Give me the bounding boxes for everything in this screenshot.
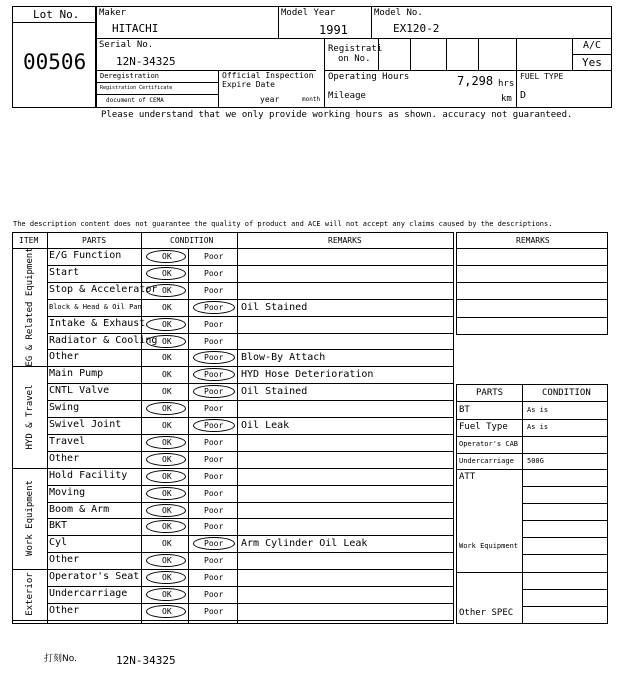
ac-label: A/C	[583, 40, 602, 51]
poor-option: Poor	[204, 539, 224, 549]
fuel-type-value: D	[520, 90, 527, 101]
poor-option: Poor	[204, 336, 224, 346]
row-divider	[47, 502, 454, 503]
poor-option: Poor	[204, 421, 224, 430]
bt-value: As is	[527, 406, 549, 414]
poor-option: Poor	[204, 471, 224, 481]
poor-option: Poor	[204, 285, 224, 295]
month-label: month	[302, 96, 321, 103]
part-label: Main Pump	[49, 368, 104, 380]
stamp-value: 12N-34325	[116, 654, 176, 667]
poor-option: Poor	[204, 252, 224, 261]
uc-label: Undercarriage	[459, 457, 514, 465]
row-divider	[47, 535, 454, 536]
ok-option: OK	[162, 353, 172, 363]
cema-label: document of CEMA	[106, 97, 164, 104]
part-label: Swing	[49, 402, 80, 414]
dereg-label: Deregistration	[100, 72, 160, 80]
ok-option: OK	[162, 505, 172, 515]
ok-circle-mark	[146, 284, 186, 297]
year-label: year	[260, 95, 280, 104]
ok-circle-mark	[146, 588, 186, 601]
ok-option: OK	[162, 252, 172, 261]
part-label: BKT	[49, 520, 68, 532]
work-equipment-label: Work Equipment	[459, 542, 519, 550]
cab-label: Operator's CAB	[459, 440, 519, 448]
poor-option: Poor	[204, 573, 224, 583]
ok-option: OK	[162, 319, 172, 329]
ok-circle-mark	[146, 470, 186, 483]
poor-option: Poor	[204, 387, 224, 397]
row-divider	[47, 434, 454, 435]
poor-option: Poor	[204, 522, 224, 532]
row-divider	[47, 485, 454, 486]
ok-circle-mark	[146, 335, 186, 348]
stamp-label: 打刻No.	[44, 654, 77, 664]
ok-option: OK	[162, 421, 172, 430]
lot-label: Lot No.	[33, 8, 80, 21]
ok-option: OK	[162, 471, 172, 481]
lot-number: 00506	[23, 50, 87, 74]
group-label: Work Equipment	[24, 480, 35, 557]
registration-label-2: on No.	[338, 54, 371, 64]
poor-circle-mark	[193, 419, 235, 432]
row-divider	[47, 316, 454, 317]
row-divider	[47, 333, 454, 334]
ok-circle-mark	[146, 250, 186, 263]
ok-option: OK	[162, 454, 172, 464]
mileage-label: Mileage	[328, 91, 366, 101]
disclaimer: The description content does not guarantee the quality of product and ACE will not accept any claims caused by the descriptions.	[13, 220, 553, 228]
row-divider	[47, 282, 454, 283]
ok-option: OK	[162, 522, 172, 532]
part-label: Start	[49, 266, 80, 278]
ok-circle-mark	[146, 487, 186, 500]
ok-circle-mark	[146, 504, 186, 517]
op-hours-value: 7,298	[457, 74, 494, 88]
maker-value: HITACHI	[112, 22, 159, 35]
part-label: Operator's Seat	[49, 571, 140, 583]
part-label: Intake & Exhaust	[49, 317, 146, 329]
right-condition-header: CONDITION	[542, 388, 591, 398]
other-spec-label: Other SPEC	[459, 608, 514, 618]
remark-text: Oil Stained	[241, 386, 308, 398]
right-parts-header: PARTS	[476, 388, 504, 398]
part-label: Other	[49, 554, 80, 566]
poor-option: Poor	[204, 437, 224, 447]
op-hours-label: Operating Hours	[328, 72, 410, 82]
ok-option: OK	[162, 387, 172, 397]
poor-option: Poor	[204, 404, 224, 414]
remark-text: Oil Leak	[241, 420, 290, 431]
model-year-label: Model Year	[281, 8, 336, 18]
poor-option: Poor	[204, 606, 224, 616]
row-divider	[47, 299, 454, 300]
row-divider	[47, 383, 454, 384]
row-divider	[47, 265, 454, 266]
row-divider	[12, 569, 454, 570]
hours-note: Please understand that we only provide working hours as shown. accuracy not guaranteed.	[101, 110, 573, 120]
maker-label: Maker	[99, 8, 127, 18]
inspection-label-2: Expire Date	[222, 80, 275, 89]
part-label: Block & Head & Oil Pan	[49, 302, 142, 311]
poor-option: Poor	[204, 268, 224, 278]
ok-option: OK	[162, 285, 172, 295]
ok-option: OK	[162, 404, 172, 414]
row-divider	[47, 451, 454, 452]
part-label: Swivel Joint	[49, 419, 122, 430]
remark-text: HYD Hose Deterioration	[241, 369, 374, 381]
ok-circle-mark	[146, 571, 186, 584]
group-label: EG & Related Equipment	[24, 247, 35, 367]
poor-option: Poor	[204, 488, 224, 498]
ok-option: OK	[162, 370, 172, 380]
col-item: ITEM	[19, 236, 39, 245]
att-label: ATT	[459, 472, 476, 482]
ok-option: OK	[162, 336, 172, 346]
fuel-label: Fuel Type	[459, 422, 508, 432]
group-label: HYD & Travel	[24, 384, 35, 450]
model-year-value: 1991	[319, 23, 348, 37]
ok-circle-mark	[146, 453, 186, 466]
poor-option: Poor	[204, 505, 224, 515]
ok-circle-mark	[146, 267, 186, 280]
col-condition: CONDITION	[170, 236, 214, 245]
row-divider	[47, 552, 454, 553]
ok-option: OK	[162, 539, 172, 549]
remark-text: Oil Stained	[241, 301, 308, 313]
ac-value: Yes	[582, 56, 602, 69]
ok-circle-mark	[146, 436, 186, 449]
row-divider	[47, 400, 454, 401]
remark-text: Arm Cylinder Oil Leak	[241, 538, 368, 550]
poor-option: Poor	[204, 370, 224, 380]
row-divider	[47, 586, 454, 587]
ok-option: OK	[162, 590, 172, 599]
hrs-unit: hrs	[498, 79, 515, 89]
ok-option: OK	[162, 488, 172, 498]
model-no-value: EX120-2	[393, 22, 440, 35]
ok-option: OK	[162, 573, 172, 583]
row-divider	[47, 603, 454, 604]
row-divider	[12, 468, 454, 469]
ok-option: OK	[162, 302, 172, 312]
model-no-label: Model No.	[374, 8, 423, 18]
uc-value: 500G	[527, 457, 544, 465]
ok-option: OK	[162, 606, 172, 616]
registration-label-1: Registrati	[328, 44, 383, 54]
reg-cert-label: Registration Certificate	[100, 85, 173, 91]
serial-value: 12N-34325	[116, 55, 176, 68]
row-divider	[47, 349, 454, 350]
right-parts-box	[456, 384, 608, 624]
row-divider	[12, 620, 454, 621]
part-label: Other	[49, 452, 80, 464]
serial-label: Serial No.	[99, 40, 154, 50]
ok-circle-mark	[146, 318, 186, 331]
bt-label: BT	[459, 405, 470, 415]
poor-circle-mark	[193, 301, 235, 314]
part-label: Stop & Accelerator	[49, 283, 158, 295]
poor-option: Poor	[204, 319, 224, 329]
remark-text: Blow-By Attach	[241, 352, 326, 364]
row-divider	[47, 417, 454, 418]
part-label: Boom & Arm	[49, 503, 110, 515]
part-label: Radiator & Cooling	[49, 334, 158, 346]
row-divider	[12, 366, 454, 367]
poor-option: Poor	[204, 556, 224, 566]
col-parts: PARTS	[82, 236, 107, 245]
right-remarks-header: REMARKS	[516, 236, 550, 245]
fuel-type-label: FUEL TYPE	[520, 72, 564, 81]
group-label: Exterior	[24, 572, 35, 617]
poor-option: Poor	[204, 302, 224, 312]
fuel-value: As is	[527, 423, 549, 431]
ok-option: OK	[162, 268, 172, 278]
inspection-label-1: Official Inspection	[222, 71, 314, 80]
poor-option: Poor	[204, 590, 224, 599]
row-divider	[47, 518, 454, 519]
part-label: E/G Function	[49, 250, 122, 261]
part-label: Moving	[49, 486, 86, 498]
part-label: Other	[49, 604, 80, 616]
km-unit: km	[501, 94, 512, 104]
col-remarks: REMARKS	[328, 236, 362, 245]
ok-circle-mark	[146, 605, 186, 618]
poor-option: Poor	[204, 454, 224, 464]
part-label: Undercarriage	[49, 588, 128, 599]
ok-option: OK	[162, 556, 172, 566]
part-label: Hold Facility	[49, 469, 128, 481]
part-label: CNTL Valve	[49, 385, 110, 397]
part-label: Travel	[49, 435, 86, 447]
ok-option: OK	[162, 437, 172, 447]
poor-option: Poor	[204, 353, 224, 363]
part-label: Other	[49, 351, 80, 363]
part-label: Cyl	[49, 537, 68, 549]
ok-circle-mark	[146, 402, 186, 415]
